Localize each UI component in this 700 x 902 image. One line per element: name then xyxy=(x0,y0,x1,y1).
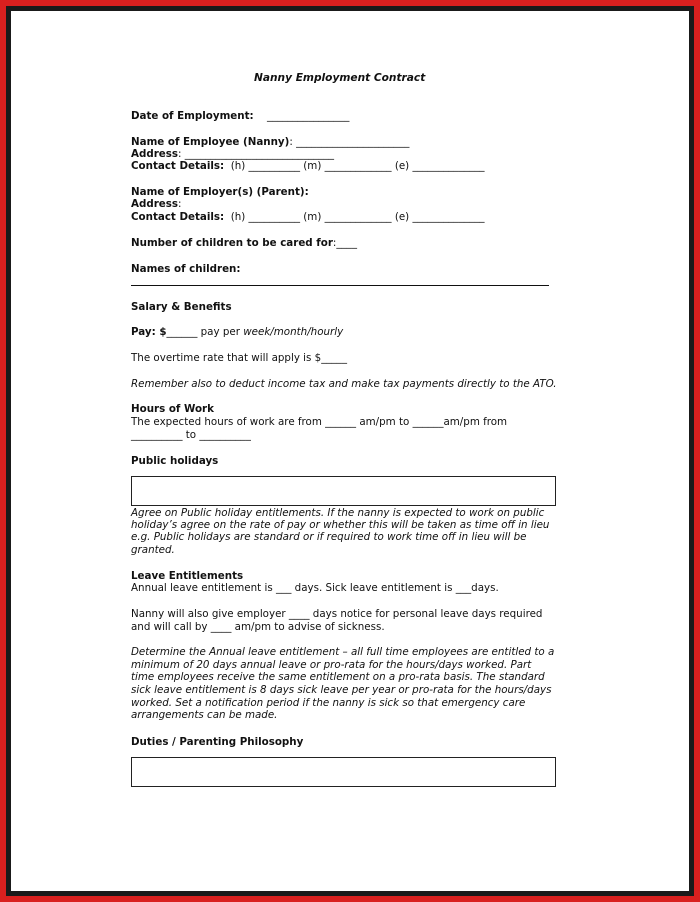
children-names-label: Names of children: xyxy=(131,263,241,275)
public-holidays-note-line: holiday’s agree on the rate of pay or whether this will be taken as time off in lieu xyxy=(131,519,550,531)
employee-contact-label: Contact Details: xyxy=(131,160,225,172)
hours-line-1[interactable]: The expected hours of work are from ______ am/pm to ______am/pm from xyxy=(131,416,508,428)
public-holidays-box[interactable] xyxy=(131,476,556,506)
pay-text: pay per xyxy=(197,326,244,338)
employer-contact-row xyxy=(131,211,485,223)
children-names-line[interactable] xyxy=(131,285,549,286)
date-of-employment-blank[interactable]: ________________ xyxy=(267,110,350,122)
pay-blank[interactable]: ______ xyxy=(166,326,198,338)
public-holidays-note-line: granted. xyxy=(131,544,175,556)
overtime-rate[interactable]: The overtime rate that will apply is $_____ xyxy=(131,352,347,364)
leave-note-line: Determine the Annual leave entitlement – all full time employees are entitled to a xyxy=(131,646,555,658)
public-holidays-note-line: e.g. Public holidays are standard or if required to work time off in lieu will be xyxy=(131,531,527,543)
leave-entitlement-line[interactable]: Annual leave entitlement is ___ days. Sick leave entitlement is ___days. xyxy=(131,582,499,594)
children-count-blank[interactable]: :____ xyxy=(332,237,357,249)
date-of-employment-label: Date of Employment: xyxy=(131,110,254,122)
children-count-row xyxy=(131,237,357,249)
pay-row xyxy=(131,326,343,338)
employee-contact-row xyxy=(131,160,485,172)
children-count-label: Number of children to be cared for xyxy=(131,237,333,249)
employee-address-row xyxy=(131,148,334,160)
tax-note: Remember also to deduct income tax and make tax payments directly to the ATO. xyxy=(131,378,557,390)
employee-name-blank[interactable]: : ______________________ xyxy=(289,136,410,148)
leave-note-line: worked. Set a notification period if the nanny is sick so that emergency care xyxy=(131,697,526,709)
employer-contact-blanks[interactable]: (h) __________ (m) _____________ (e) ______________ xyxy=(230,211,485,223)
employer-address-row xyxy=(131,198,182,210)
employee-address-label: Address xyxy=(131,148,179,160)
employer-name-label: Name of Employer(s) (Parent): xyxy=(131,186,309,198)
leave-notice-line-2[interactable]: and will call by ____ am/pm to advise of sickness. xyxy=(131,621,385,633)
hours-line-2[interactable]: __________ to __________ xyxy=(131,429,251,441)
leave-heading: Leave Entitlements xyxy=(131,570,244,582)
pay-period: week/month/hourly xyxy=(243,326,344,338)
leave-note-line: time employees receive the same entitlement on a pro-rata basis. The standard xyxy=(131,671,545,683)
employee-address-blank[interactable]: : _____________________________ xyxy=(178,148,335,160)
leave-note-line: minimum of 20 days annual leave or pro-rata for the hours/days worked. Part xyxy=(131,659,532,671)
leave-notice-line-1[interactable]: Nanny will also give employer ____ days notice for personal leave days required xyxy=(131,608,543,620)
leave-note-line: sick leave entitlement is 8 days sick leave per year or pro-rata for the hours/days xyxy=(131,684,552,696)
duties-box[interactable] xyxy=(131,757,556,787)
document-title: Nanny Employment Contract xyxy=(254,72,426,84)
employee-contact-blanks[interactable]: (h) __________ (m) _____________ (e) ______________ xyxy=(230,160,485,172)
duties-heading: Duties / Parenting Philosophy xyxy=(131,736,304,748)
leave-note-line: arrangements can be made. xyxy=(131,709,278,721)
employee-name-row xyxy=(131,136,409,148)
employer-address-label: Address xyxy=(131,198,179,210)
employer-address-colon[interactable]: : xyxy=(178,198,182,210)
employer-contact-label: Contact Details: xyxy=(131,211,225,223)
salary-heading: Salary & Benefits xyxy=(131,301,232,313)
public-holidays-note-line: Agree on Public holiday entitlements. If the nanny is expected to work on public xyxy=(131,507,545,519)
pay-label: Pay: $ xyxy=(131,326,167,338)
hours-heading: Hours of Work xyxy=(131,403,214,415)
public-holidays-heading: Public holidays xyxy=(131,455,219,467)
employee-name-label: Name of Employee (Nanny) xyxy=(131,136,290,148)
